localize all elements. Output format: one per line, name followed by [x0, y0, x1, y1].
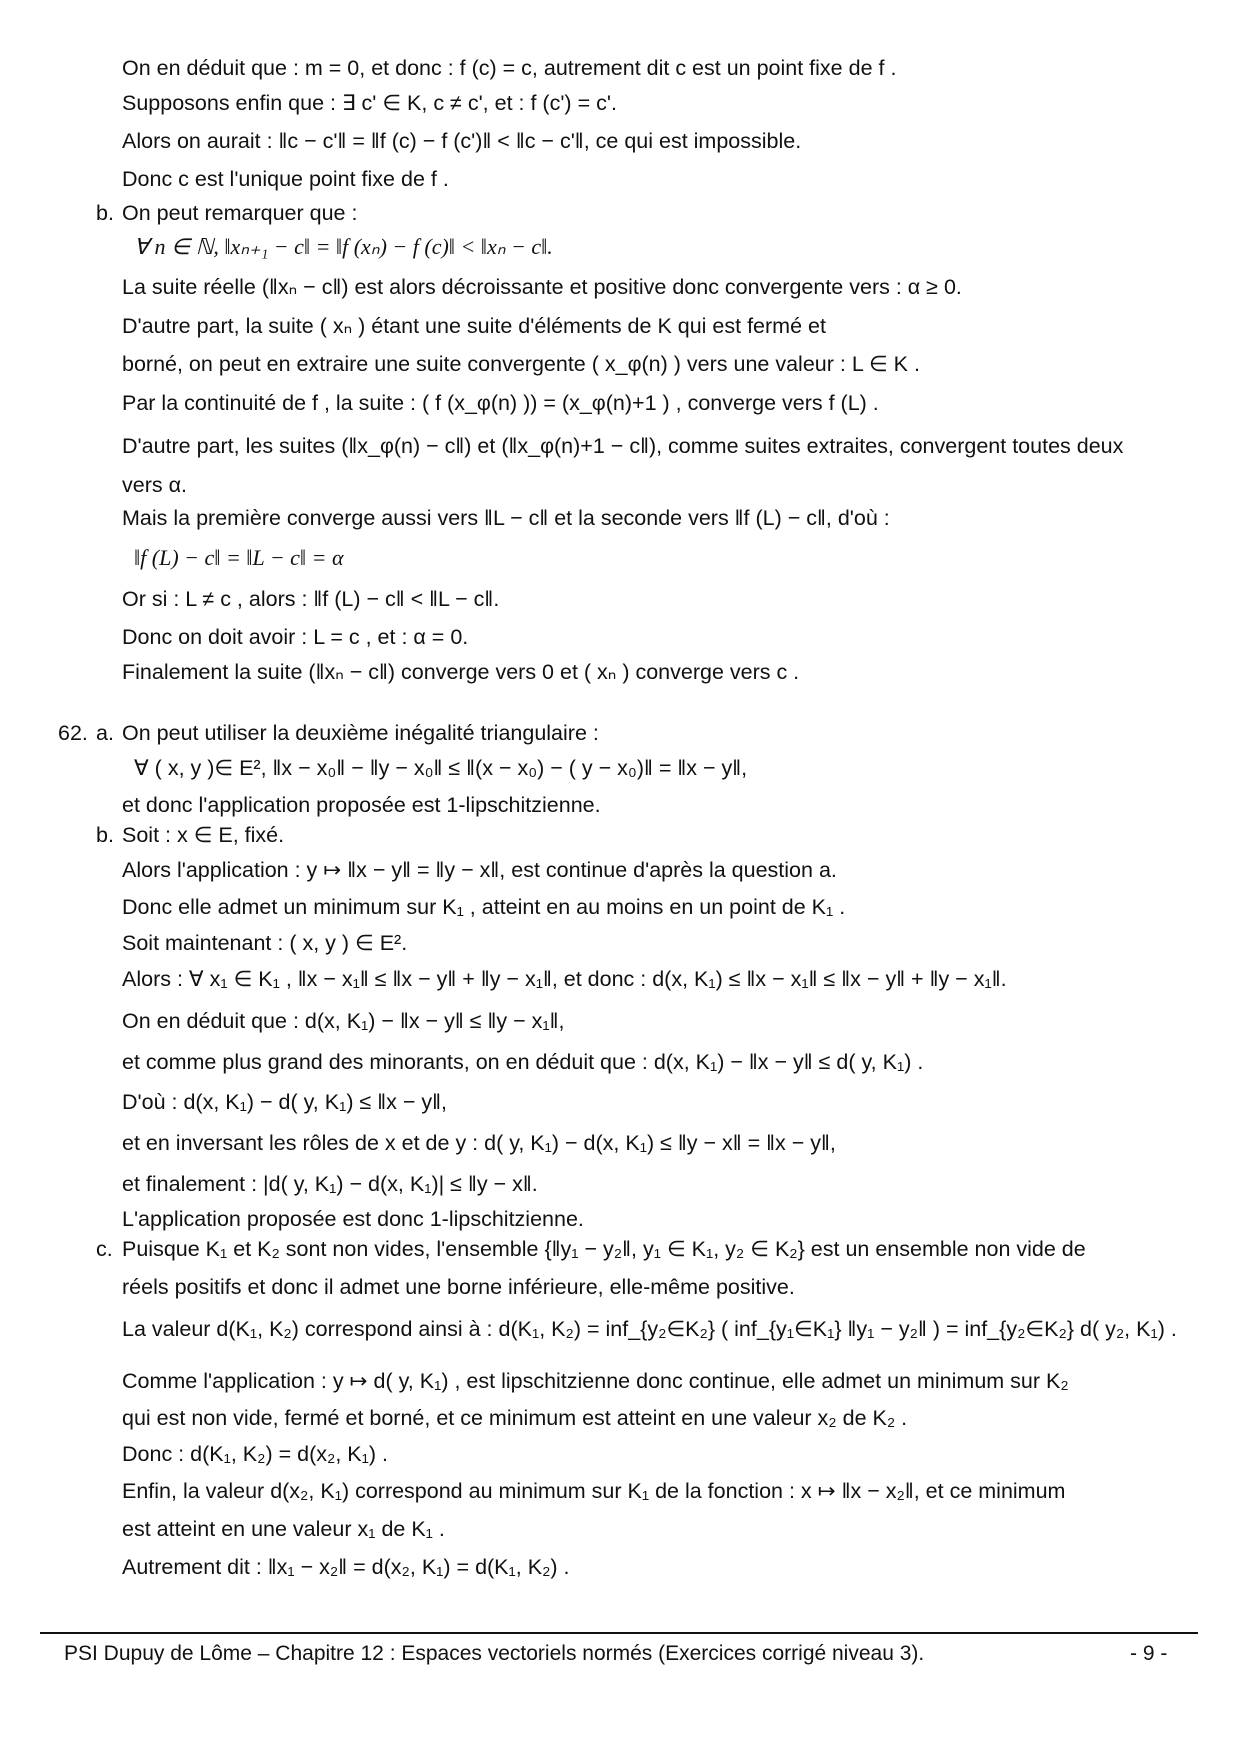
- text-line: Soit maintenant : ( x, y ) ∈ E².: [122, 931, 408, 955]
- text-line: Or si : L ≠ c , alors : ‖f (L) − c‖ < ‖L − c‖.: [122, 587, 500, 611]
- item-label-b: b.: [96, 201, 114, 225]
- text-line: et en inversant les rôles de x et de y : d( y, K₁) − d(x, K₁) ≤ ‖y − x‖ = ‖x − y‖,: [122, 1131, 836, 1155]
- text-line: Finalement la suite (‖xₙ − c‖) converge vers 0 et ( xₙ ) converge vers c .: [122, 660, 800, 684]
- text-line: réels positifs et donc il admet une borne inférieure, elle-même positive.: [122, 1275, 795, 1299]
- text-line: Enfin, la valeur d(x₂, K₁) correspond au minimum sur K₁ de la fonction : x ↦ ‖x − x₂‖, et ce minimum: [122, 1479, 1066, 1503]
- text-line: Supposons enfin que : ∃ c' ∈ K, c ≠ c', et : f (c') = c'.: [122, 91, 617, 115]
- text-line: vers α.: [122, 473, 187, 497]
- text-line: Donc elle admet un minimum sur K₁ , atteint en au moins en un point de K₁ .: [122, 895, 846, 919]
- text-line: On en déduit que : m = 0, et donc : f (c) = c, autrement dit c est un point fixe de f .: [122, 56, 897, 80]
- text-line: Donc c est l'unique point fixe de f .: [122, 167, 449, 191]
- text-line: On peut utiliser la deuxième inégalité triangulaire :: [122, 721, 599, 745]
- exercise-number: 62.: [58, 721, 88, 745]
- text-line: On peut remarquer que :: [122, 201, 358, 225]
- text-line: D'où : d(x, K₁) − d( y, K₁) ≤ ‖x − y‖,: [122, 1090, 447, 1114]
- text-line: et finalement : |d( y, K₁) − d(x, K₁)| ≤ ‖y − x‖.: [122, 1172, 538, 1196]
- text-line: Donc on doit avoir : L = c , et : α = 0.: [122, 625, 469, 649]
- text-line: borné, on peut en extraire une suite convergente ( x_φ(n) ) vers une valeur : L ∈ K .: [122, 352, 920, 376]
- formula-line: ∀ n ∈ ℕ, ‖xₙ₊₁ − c‖ = ‖f (xₙ) − f (c)‖ < ‖xₙ − c‖.: [134, 234, 553, 259]
- text-line: et comme plus grand des minorants, on en déduit que : d(x, K₁) − ‖x − y‖ ≤ d( y, K₁) .: [122, 1050, 924, 1074]
- text-line: D'autre part, la suite ( xₙ ) étant une suite d'éléments de K qui est fermé et: [122, 314, 826, 338]
- footer-rule: [40, 1632, 1198, 1634]
- text-line: Puisque K₁ et K₂ sont non vides, l'ensemble {‖y₁ − y₂‖, y₁ ∈ K₁, y₂ ∈ K₂} est un ensemble non vide de: [122, 1237, 1086, 1261]
- text-line: Alors : ∀ x₁ ∈ K₁ , ‖x − x₁‖ ≤ ‖x − y‖ + ‖y − x₁‖, et donc : d(x, K₁) ≤ ‖x − x₁‖ ≤ ‖x − y‖ + ‖y − x₁‖.: [122, 967, 1007, 991]
- text-line: La suite réelle (‖xₙ − c‖) est alors décroissante et positive donc convergente vers : α ≥ 0.: [122, 275, 962, 299]
- text-line: La valeur d(K₁, K₂) correspond ainsi à : d(K₁, K₂) = inf_{y₂∈K₂} ( inf_{y₁∈K₁} ‖y₁ − y₂‖ ) = inf_{y₂∈K₂} d( y₂, K₁) .: [122, 1317, 1177, 1341]
- text-line: D'autre part, les suites (‖x_φ(n) − c‖) et (‖x_φ(n)+1 − c‖), comme suites extraites, convergent toutes deux: [122, 434, 1124, 458]
- page-number: - 9 -: [1130, 1642, 1168, 1665]
- footer-text: PSI Dupuy de Lôme – Chapitre 12 : Espaces vectoriels normés (Exercices corrigé niveau 3).: [64, 1642, 925, 1665]
- text-line: est atteint en une valeur x₁ de K₁ .: [122, 1517, 445, 1541]
- text-line: Autrement dit : ‖x₁ − x₂‖ = d(x₂, K₁) = d(K₁, K₂) .: [122, 1555, 570, 1579]
- text-line: et donc l'application proposée est 1-lipschitzienne.: [122, 793, 601, 817]
- text-line: On en déduit que : d(x, K₁) − ‖x − y‖ ≤ ‖y − x₁‖,: [122, 1009, 565, 1033]
- item-label-c: c.: [96, 1237, 113, 1261]
- text-line: Comme l'application : y ↦ d( y, K₁) , est lipschitzienne donc continue, elle admet un minimum sur K₂: [122, 1369, 1069, 1393]
- text-line: L'application proposée est donc 1-lipschitzienne.: [122, 1207, 584, 1231]
- formula-line: ∀ ( x, y )∈ E², ‖x − x₀‖ − ‖y − x₀‖ ≤ ‖(x − x₀) − ( y − x₀)‖ = ‖x − y‖,: [134, 756, 748, 780]
- item-label-a: a.: [96, 721, 114, 745]
- item-label-b: b.: [96, 823, 114, 847]
- formula-line: ‖f (L) − c‖ = ‖L − c‖ = α: [134, 545, 344, 570]
- text-line: Donc : d(K₁, K₂) = d(x₂, K₁) .: [122, 1442, 388, 1466]
- text-line: Alors on aurait : ‖c − c'‖ = ‖f (c) − f (c')‖ < ‖c − c'‖, ce qui est impossible.: [122, 129, 802, 153]
- text-line: qui est non vide, fermé et borné, et ce minimum est atteint en une valeur x₂ de K₂ .: [122, 1406, 908, 1430]
- text-line: Soit : x ∈ E, fixé.: [122, 823, 285, 847]
- text-line: Mais la première converge aussi vers ‖L − c‖ et la seconde vers ‖f (L) − c‖, d'où :: [122, 506, 890, 530]
- text-line: Par la continuité de f , la suite : ( f (x_φ(n) )) = (x_φ(n)+1 ) , converge vers f (L) .: [122, 391, 879, 415]
- text-line: Alors l'application : y ↦ ‖x − y‖ = ‖y − x‖, est continue d'après la question a.: [122, 858, 837, 882]
